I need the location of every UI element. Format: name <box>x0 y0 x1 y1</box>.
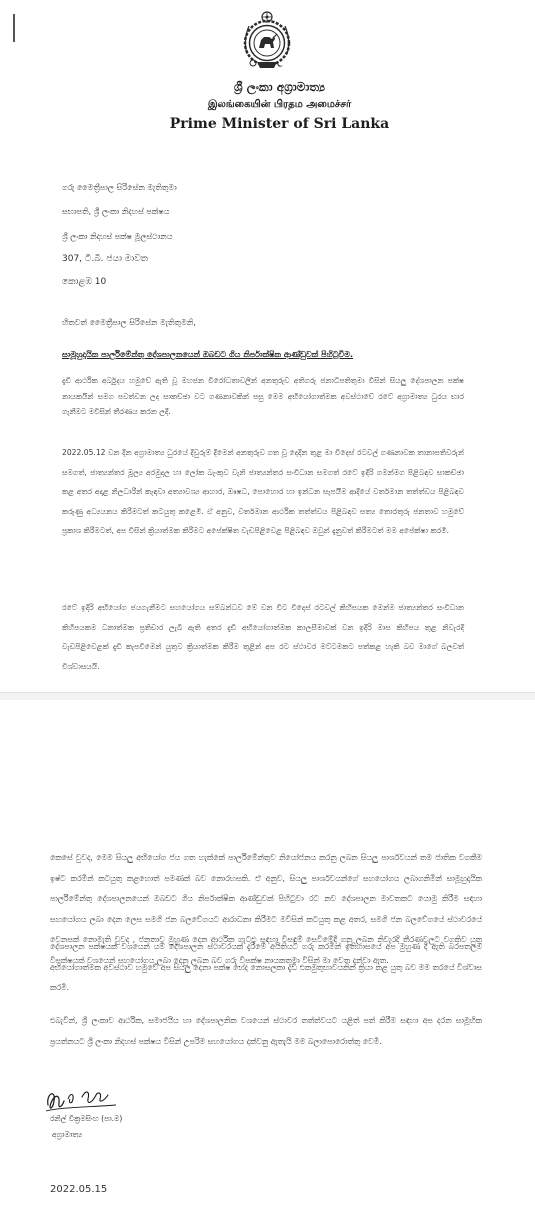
body-paragraph: දේශපාලන පක්ෂයක් වශයෙන් යම් දේශපාලන ස්ථාවරයක් දැරීමේ අයිතියට ගරු කරමින් ඉතිහාසයේ අප මුහුණ දී ඇති බරපතලම අභියෝගාත්මක අවස්ථාව හමුවේ අප සියලු දෙනා පක්ෂ භේද නොසලකා දැඩි එකමුතුභාවයකින් ක්‍රියා කළ යුතු බව මම තරයේ විශ්වාස කරමි. <box>50 942 482 992</box>
recipient-line: 307, ටී.බී. ජයා මාවත <box>62 254 148 264</box>
salutation: හිතවත් මෛත්‍රීපාල සිරිසේන මැතිතුමනි, <box>62 318 196 327</box>
letter-date: 2022.05.15 <box>50 1184 108 1195</box>
body-paragraph: රටේ ඉදිරි අභියෝග ජයගැනීමට සහයෝගය සම්බන්ධව මේ වන විට විදෙස් රටවල් කිහිපයක මෙන්ම ජාත්‍යන්තර සංවිධාන කිහිපයකම ධනාත්මක ප්‍රතිචාර ලැබී ඇති අතර දැඩි අභියෝගාත්මක කාලසීමාවක් වන ඉදිරි මාස කිහිපය තුළ නිවැරදි වැඩපිළිවෙළක් දැඩි කැපවීමෙන් යුතුව ක්‍රියාත්මක කිරීම තුළින් අප රට ස්ථාවර මට්ටමකට පත්කළ හැකි බව මාගේ බලවත් විශ්වාසයයි. <box>62 603 464 671</box>
letterhead-sinhala-title: ශ්‍රී ලංකා අග්‍රාමාත්‍ය <box>233 80 326 94</box>
body-paragraph: එබැවින්, ශ්‍රී ලංකාව ආර්ථික, සමාජයීය හා දේශපාලනික වශයෙන් ස්ථාවර තත්ත්වයට යළිත් පත් කිරීම සඳහා අප දරන සාමූහික ප්‍රයත්නයට ශ්‍රී ලංකා නිදහස් පක්ෂය විසින් උපරිම සහයෝගය දක්වනු ඇතැයි මම බලාපොරොත්තු වෙමි. <box>50 1016 482 1046</box>
letterhead-tamil-title: இலங்கையின் பிரதம அமைச்சர் <box>207 99 352 110</box>
body-paragraph: කෙසේ වුවද, මෙම සියලු අභියෝග ජය ගත හැක්කේ පාර්ලිමේන්තුව නියෝජනය කරනු ලබන සියලු පාර්ශවයන් තම ජාතික වගකීම ඉෂ්ට කරමින් කටයුතු කළහොත් පමණක් බව නොරහසකි. ඒ අනුව, සියලු පාර්ශවයන්ගේ සහයෝගය ලබාගනිමින් සාමූහුදායික පාර්ලිමේන්තු දේශපාලනයෙන් ඔබ​ඩට ගිය නිර්පාක්ෂික ආණ්ඩුවක් පිහිටුවා රට නව දේශපාලන මාවතකට යොමු කිරීම සඳහා සහයෝගය ලබා දෙන ලෙස සමගි ජන බලවේගයට ආරාධනා කිරීමට මවිසින් කටයුතු කළ අතර, සමගි ජන බලවේගයේ ස්ථාවරයේ වෙනසක් නොමැති වුවද , ජනතාව මුහුණ දෙන ආර්ථික ගැටළු සඳහා විසඳුම් සෙවීමේදී ගනු ලබන නිවැරදි තීරණවලට වගකිව යුතු විපක්ෂයක් වශයෙන් සහයෝගය ලබා දෙනු ලබන බව ගරු විපක්ෂ නායකතුමා විසින් මා වෙත දන්වා ඇත. <box>50 853 482 965</box>
body-paragraph: 2022.05.12 වන දින අග්‍රාමාත්‍ය ධුරයේ දිවුරුම් දීමෙන් අනතුරුව ගත වූ දෙදින තුළ මා විදෙස් රටවල් ගණනාවක තානාපතිවරුන් සමගත්, ජාත්‍යන්තර මූල්‍ය අරමුදල හා ලෝක බැංකුව වැනි ජාත්‍යන්තර සංවිධාන සමගත් රටේ ඉදිරි ගමන්මග පිළිබඳව සාකච්ඡා කළ අතර අදාළ නිලධාරීන් කැඳවා අත්‍යාවශ්‍ය ආහාර, ඖෂධ, පොහොර හා ඉන්ධන සැපයීම ආදියේ වර්තමාන තත්ත්වය පිළිබඳව කරුණු අධ්‍යයනය කිරීමටත් කටයුතු කළෙමි. ඒ අනුව, වර්තමාන ආර්ථික තත්ත්වය පිළිබඳව සත්‍ය තොරතුරු ජනතාව හමුවේ ප්‍රකාශ කිරීමටත්, අප විසින් ක්‍රියාත්මක කිරීමට අපේක්ෂිත වැඩපිළිවෙළ පිළිබඳව ඔවුන් දැනුවත් කිරීමටත් මම අපේක්ෂා කරමි. <box>62 448 464 535</box>
signatory-name: රනිල් වික්‍රමසිංහ (පා.ම) <box>50 1114 123 1123</box>
recipient-line: ගරු මෛත්‍රීපාල සිරිසේන මැතිතුමා <box>62 183 177 192</box>
state-emblem-icon <box>239 10 295 72</box>
recipient-line: කොළඹ 10 <box>62 277 107 287</box>
body-paragraph: දැඩි ආර්ථික අර්බුදය හමුවේ ඇති වූ මහජන විරෝධතාවලින් අනතුරුව අතිගරු ජනාධිපතිතුමා විසින් සියලු දේශපාලන පක්ෂ නායකයින් සමග පවත්වන ලද සාකච්ඡා වට ගණනාවකින් පසු මෙම අභියෝගාත්මක අවස්ථාවේ රටේ අග්‍රාමාත්‍ය ධුරය භාර ගැනීමට මවිසින් තීරණය කරන ලදී. <box>62 376 464 416</box>
letterhead-english-title: Prime Minister of Sri Lanka <box>169 116 390 132</box>
letter-subject: සාමූහුදායික පාර්ලිමේන්තු දේශපාලනයෙන් ඔබ​ඩට ගිය නිර්පාක්ෂික ආණ්ඩුවක් පිහිටුවීම. <box>62 350 354 359</box>
handwritten-signature <box>42 1083 120 1117</box>
recipient-line: ශ්‍රී ලංකා නිදහස් පක්ෂ මූලස්ථානය <box>62 232 173 241</box>
signatory-title: අග්‍රාමාත්‍ය <box>52 1130 83 1139</box>
recipient-line: සභාපති, ශ්‍රී ලංකා නිදහස් පක්ෂය <box>62 207 170 216</box>
scan-edge-mark <box>13 14 15 42</box>
